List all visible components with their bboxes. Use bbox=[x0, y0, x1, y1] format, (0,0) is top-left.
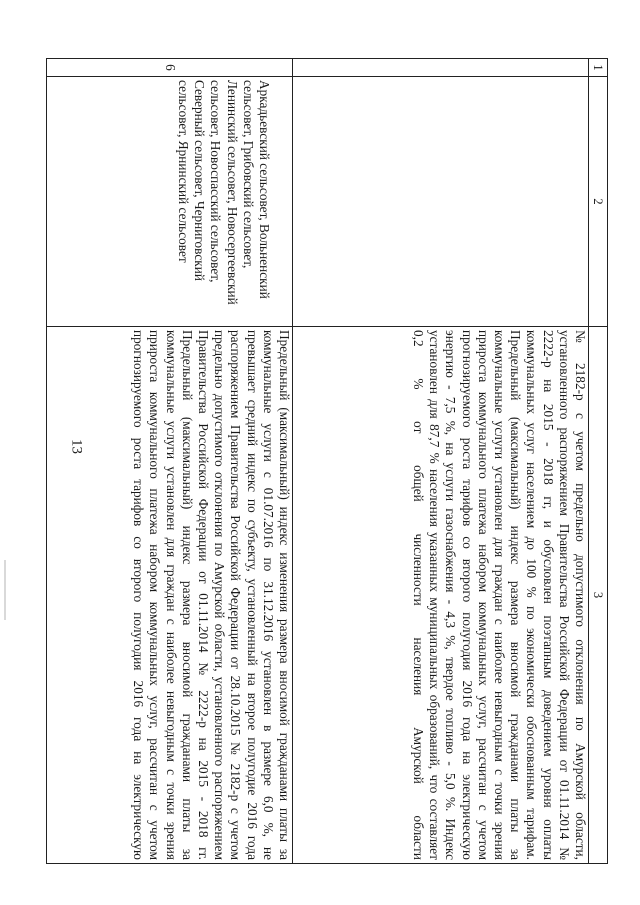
header-col-1: 1 bbox=[589, 59, 608, 77]
description-cell: № 2182-р с учетом предельно допустимого отклонения по Амурской области, установленного распоряжением Правительства Российской Федерации от 01.11.2014 № 2222-р на 2015 - 2018 гг, и обусловлен поэтапным доведением уровня оплаты коммунальных услуг населением до 100 % по экономически обоснованным тарифам. Предельный (максимальный) индекс размера вносимой гражданами платы за коммунальные услуги установлен для граждан с наиболее невыгодным с точки зрения прироста коммунального платежа набором коммунальных услуг, рассчитан с учетом прогнозируемого роста тарифов со второго полугодия 2016 года на электрическую энергию - 7,5 %, на услуги газоснабжения - 4,3 %, твердое топливо - 5,0 %. Индекс установлен для 87,7 % населения указанных муниципальных образований, что составляет 0,2 % от общей численности населения Амурской области bbox=[293, 327, 589, 864]
municipalities-cell bbox=[293, 77, 589, 327]
page-number: 13 bbox=[68, 439, 85, 454]
table-header-row bbox=[589, 59, 608, 864]
header-col-3: 3 bbox=[589, 327, 608, 864]
table-row bbox=[293, 59, 589, 864]
description-cell: Предельный (максимальный) индекс изменения размера вносимой гражданами платы за коммунальные услуги с 01.07.2016 по 31.12.2016 установлен в размере 6,0 %, не превышает средний индекс по субъекту, установленный на второе полугодие 2016 года распоряжением Правительства Российской Федерации от 28.10.2015 № 2182-р с учетом предельно допустимого отклонения по Амурской области, установленного распоряжением Правительства Российской Федерации от 01.11.2014 № 2222-р на 2015 - 2018 гг. Предельный (максимальный) индекс размера вносимой гражданами платы за коммунальные услуги установлен для граждан с наиболее невыгодным с точки зрения прироста коммунального платежа набором коммунальных услуг, рассчитан с учетом прогнозируемого роста тарифов со второго полугодия 2016 года на электрическую bbox=[47, 327, 293, 864]
table-row bbox=[47, 59, 293, 864]
document-table-container bbox=[88, 58, 608, 863]
municipalities-cell: Аркадьевский сельсовет, Вольненский сельсовет, Грибовский сельсовет, Ленинский сельсовет, Новосергеевский сельсовет, Новоспасский сельсовет, Северный сельсовет, Черниговский сельсовет, Ярнинский сельсовет bbox=[47, 77, 293, 327]
row-number bbox=[293, 59, 589, 77]
header-col-2: 2 bbox=[589, 77, 608, 327]
row-number: 6 bbox=[47, 59, 293, 77]
tariff-table bbox=[46, 58, 608, 864]
scan-edge-mark bbox=[4, 560, 6, 620]
